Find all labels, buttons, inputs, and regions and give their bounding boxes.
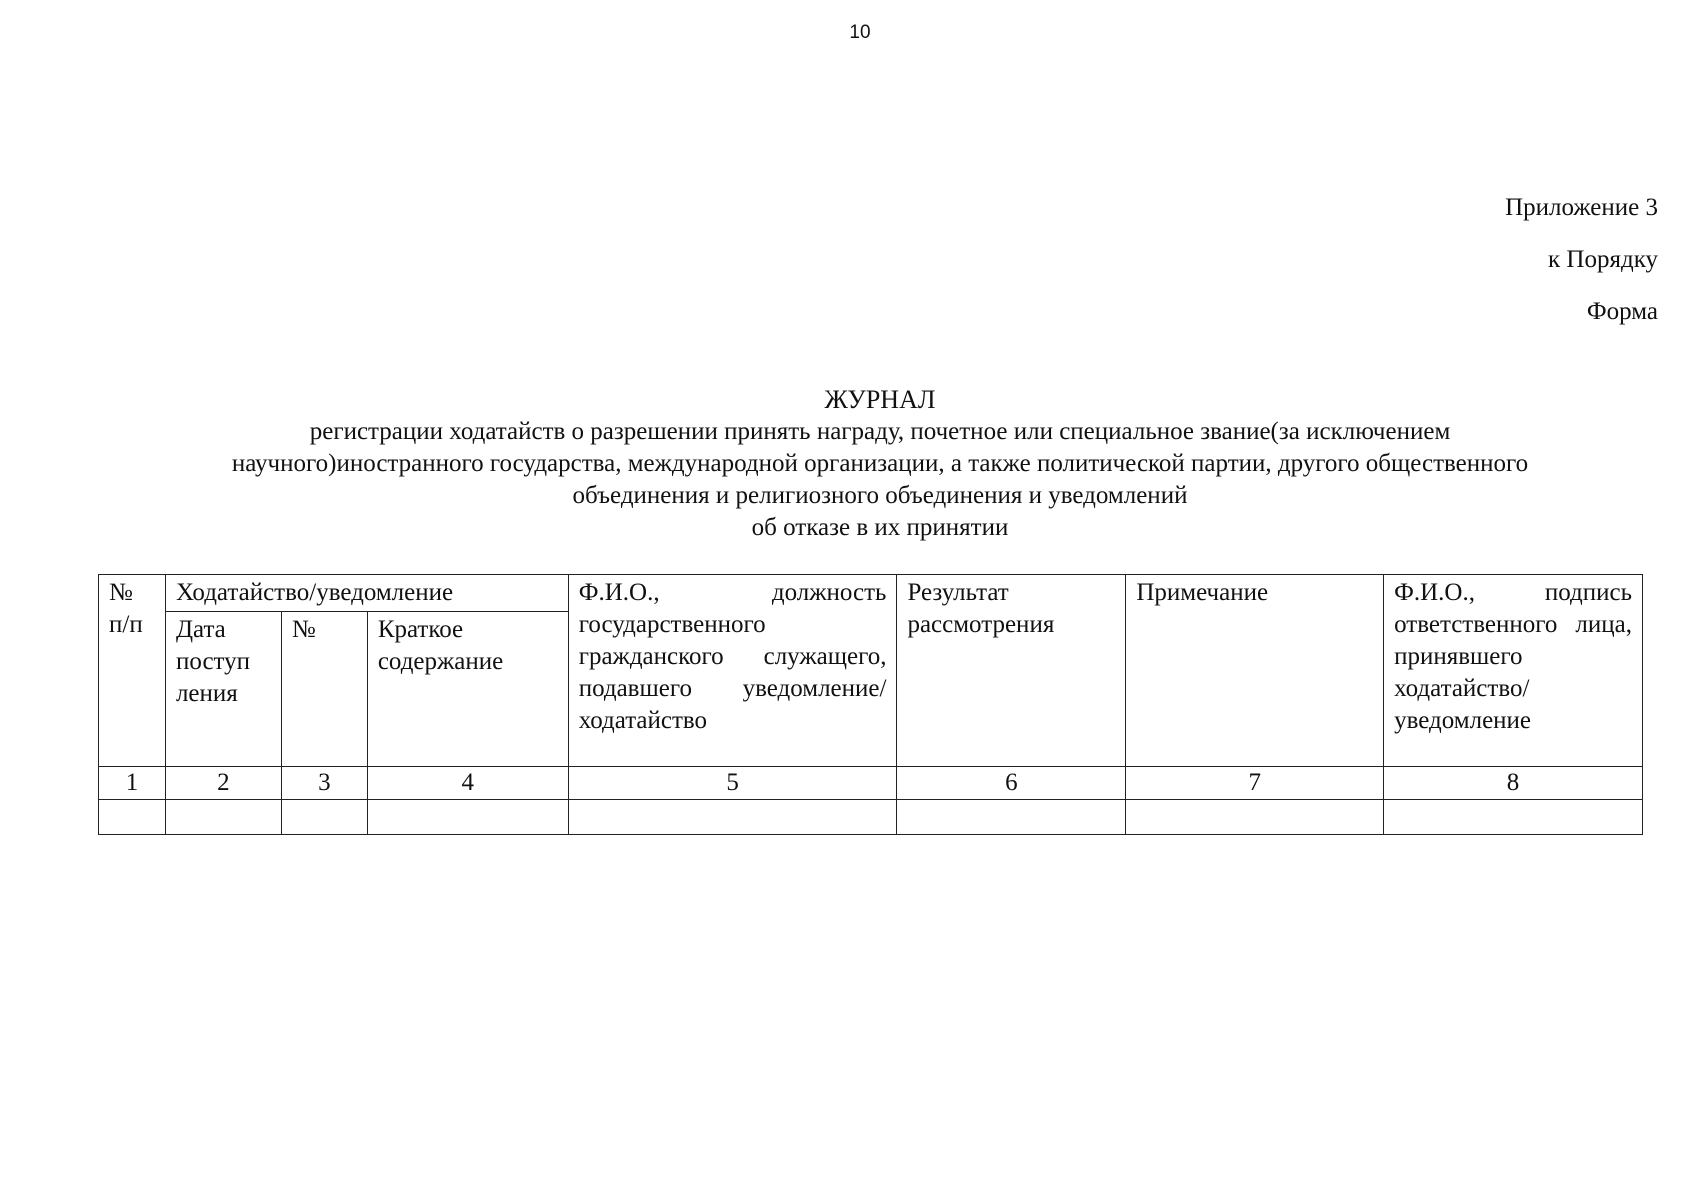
empty-cell[interactable] <box>1126 800 1384 835</box>
empty-cell[interactable] <box>281 800 367 835</box>
header-cell-no: № <box>281 612 367 767</box>
header-cell-summary: Краткое содержание <box>367 612 568 767</box>
header-cell-responsible: Ф.И.О., подпись ответственного лица, принявшего ходатайство/ уведомление <box>1384 575 1643 767</box>
title-line-4: об отказе в их принятии <box>751 514 1009 541</box>
title-block <box>130 384 1630 544</box>
number-cell: 2 <box>165 767 281 800</box>
table-numbering-row <box>99 767 1643 800</box>
header-cell-note: Примечание <box>1126 575 1384 767</box>
empty-cell[interactable] <box>367 800 568 835</box>
appendix-line-2: к Порядку <box>1548 246 1658 273</box>
appendix-block <box>1505 182 1658 338</box>
empty-cell[interactable] <box>897 800 1126 835</box>
header-cell-date: Дата поступ ления <box>165 612 281 767</box>
page-number: 10 <box>849 22 871 43</box>
empty-cell[interactable] <box>165 800 281 835</box>
number-cell: 6 <box>897 767 1126 800</box>
header-cell-result: Результат рассмотрения <box>897 575 1126 767</box>
number-cell: 7 <box>1126 767 1384 800</box>
number-cell: 1 <box>99 767 166 800</box>
empty-cell[interactable] <box>99 800 166 835</box>
appendix-line-3: Форма <box>1586 298 1658 325</box>
empty-cell[interactable] <box>568 800 897 835</box>
number-cell: 4 <box>367 767 568 800</box>
title-line-3: объединения и религиозного объединения и уведомлений <box>572 482 1188 509</box>
title-line-2: научного)иностранного государства, международной организации, а также политической партии, другого общественного <box>231 450 1529 477</box>
number-cell: 5 <box>568 767 897 800</box>
journal-table <box>98 574 1643 835</box>
table-header-row-1 <box>99 575 1643 612</box>
number-cell: 3 <box>281 767 367 800</box>
document-title: ЖУРНАЛ <box>824 385 936 414</box>
header-cell-fio: Ф.И.О., должность государственного гражданского служащего, подавшего уведомление/ ходатайство <box>568 575 897 767</box>
header-cell-group: Ходатайство/уведомление <box>165 575 568 612</box>
empty-cell[interactable] <box>1384 800 1643 835</box>
table-row <box>99 800 1643 835</box>
appendix-line-1: Приложение 3 <box>1505 194 1658 221</box>
number-cell: 8 <box>1384 767 1643 800</box>
header-cell-num: № п/п <box>99 575 166 767</box>
title-line-1: регистрации ходатайств о разрешении принять награду, почетное или специальное звание(за исключением <box>309 418 1451 445</box>
